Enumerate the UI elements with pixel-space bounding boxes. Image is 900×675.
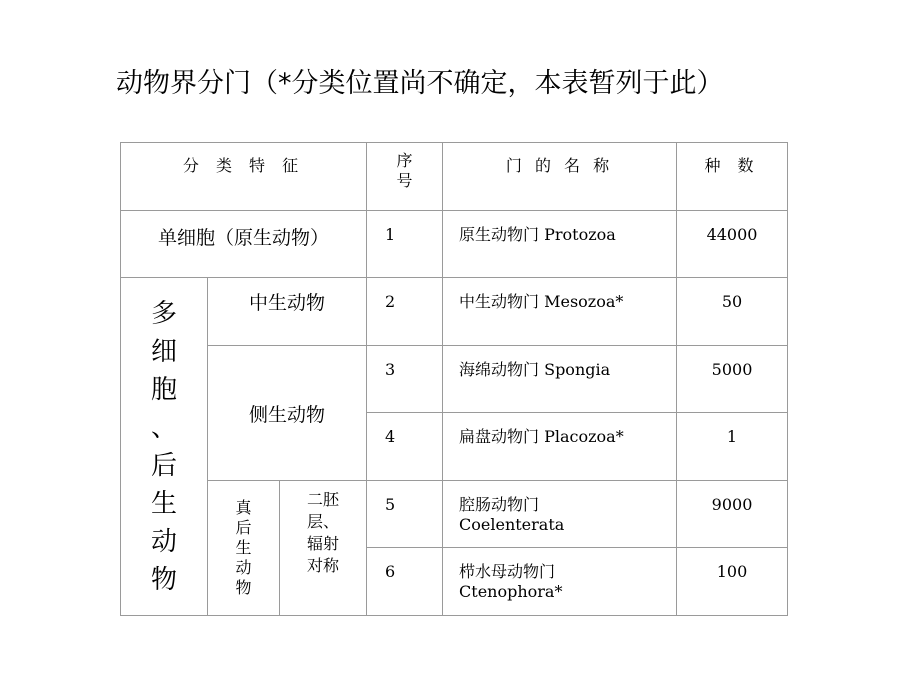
vertical-char: 号 xyxy=(396,171,413,190)
table-row xyxy=(121,278,788,346)
vertical-char: 动 xyxy=(150,526,177,557)
header-row xyxy=(121,143,788,211)
vertical-char: 胞 xyxy=(150,374,177,405)
phylum-name-cell xyxy=(443,481,677,548)
vertical-char: 动 xyxy=(235,558,252,577)
category-eumetazoa xyxy=(208,481,280,616)
vertical-char: 物 xyxy=(235,578,252,597)
seq-cell: 5 xyxy=(367,481,443,548)
header-phylum: 门 的 名 称 xyxy=(443,143,677,211)
species-count-cell: 44000 xyxy=(677,211,788,278)
phyla-table xyxy=(120,142,788,616)
text-line: 辐射 xyxy=(307,534,340,553)
slide-title: 动物界分门（*分类位置尚不确定，本表暂列于此） xyxy=(116,68,724,99)
text-line: Coelenterata xyxy=(459,515,565,534)
phylum-name-cell: 中生动物门 Mesozoa* xyxy=(443,278,677,346)
species-count-cell: 1 xyxy=(677,413,788,481)
header-seq xyxy=(367,143,443,211)
header-count: 种 数 xyxy=(677,143,788,211)
phylum-name-cell: 海绵动物门 Spongia xyxy=(443,346,677,413)
vertical-char: 生 xyxy=(235,538,252,557)
seq-cell: 2 xyxy=(367,278,443,346)
text-line: Ctenophora* xyxy=(459,582,563,601)
phylum-name-cell: 原生动物门 Protozoa xyxy=(443,211,677,278)
text-line: 对称 xyxy=(307,556,340,575)
vertical-char: 后 xyxy=(150,450,177,481)
seq-cell: 1 xyxy=(367,211,443,278)
phylum-name-cell: 扁盘动物门 Placozoa* xyxy=(443,413,677,481)
vertical-char: 真 xyxy=(235,498,252,517)
vertical-char: 物 xyxy=(150,564,177,595)
header-features: 分 类 特 征 xyxy=(121,143,367,211)
text-line: 二胚 xyxy=(307,490,340,509)
vertical-char: 多 xyxy=(150,298,177,329)
seq-cell: 6 xyxy=(367,548,443,616)
vertical-char: 、 xyxy=(150,412,177,443)
vertical-char: 细 xyxy=(150,336,177,367)
category-parazoa: 侧生动物 xyxy=(208,346,367,481)
table-row xyxy=(121,481,788,548)
text-line: 层、 xyxy=(307,512,340,531)
category-multicellular xyxy=(121,278,208,616)
vertical-char: 后 xyxy=(235,518,252,537)
category-mesozoa: 中生动物 xyxy=(208,278,367,346)
species-count-cell: 9000 xyxy=(677,481,788,548)
table-row xyxy=(121,346,788,413)
category-diploblastic xyxy=(280,481,367,616)
text-line: 栉水母动物门 xyxy=(459,562,556,581)
phylum-name-cell xyxy=(443,548,677,616)
seq-cell: 3 xyxy=(367,346,443,413)
vertical-char: 生 xyxy=(150,488,177,519)
species-count-cell: 50 xyxy=(677,278,788,346)
species-count-cell: 100 xyxy=(677,548,788,616)
category-unicellular: 单细胞（原生动物） xyxy=(121,211,367,278)
seq-cell: 4 xyxy=(367,413,443,481)
species-count-cell: 5000 xyxy=(677,346,788,413)
table-row xyxy=(121,211,788,278)
text-line: 腔肠动物门 xyxy=(459,495,540,514)
vertical-char: 序 xyxy=(396,151,413,170)
